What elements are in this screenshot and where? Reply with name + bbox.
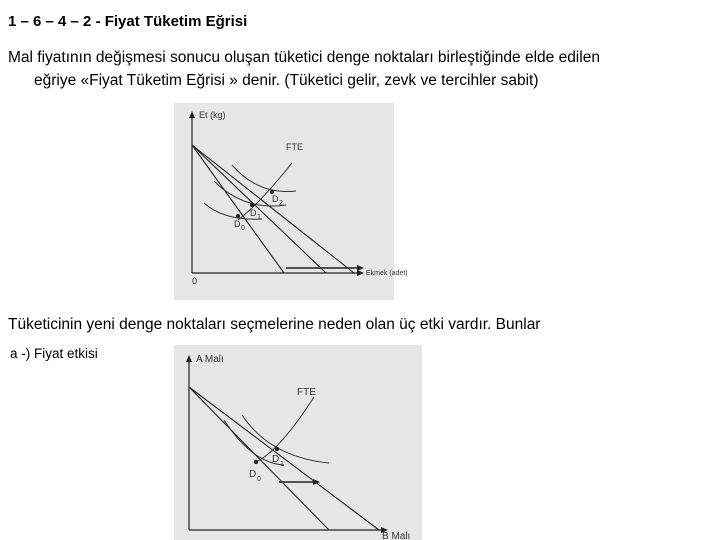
budget-line-0: [192, 145, 284, 273]
budget-line-0: [189, 387, 329, 530]
point-d1-label: D: [250, 208, 257, 218]
point-d0-label: D: [234, 219, 241, 229]
figure-price-effect: [174, 345, 422, 540]
subheading-price-effect: a -) Fiyat etkisi: [10, 346, 98, 361]
effects-intro-line: Tüketicinin yeni denge noktaları seçmelerine neden olan üç etki vardır. Bunlar: [8, 316, 541, 333]
indifference-curve-2: [232, 165, 296, 191]
point-d0: [254, 460, 258, 464]
budget-line-2: [192, 145, 354, 273]
fte-curve: [254, 397, 314, 463]
definition-paragraph: [8, 46, 708, 92]
shift-arrow-icon: [313, 479, 320, 485]
y-axis-arrow-icon: [189, 111, 195, 118]
paragraph-line-1: Mal fiyatının değişmesi sonucu oluşan tüketici denge noktaları birleştiğinde elde edilen: [8, 49, 600, 66]
figure1-svg: [174, 103, 408, 300]
figure-price-consumption-curve: [174, 103, 408, 300]
section-heading: 1 – 6 – 4 – 2 - Fiyat Tüketim Eğrisi: [8, 13, 248, 30]
point-d0-subscript: 0: [241, 225, 245, 232]
fte-label: FTE: [286, 142, 303, 152]
point-d1: [250, 203, 254, 207]
x-axis-arrow-icon: [357, 270, 364, 276]
point-d2-label: D: [272, 194, 279, 204]
fte-label: FTE: [297, 387, 316, 398]
shift-arrow-icon: [357, 265, 364, 271]
point-d1-label: D: [272, 454, 280, 465]
point-d1-subscript: 1: [280, 461, 284, 468]
y-axis-label: Et (kg): [199, 110, 226, 120]
x-axis-label: B Malı: [382, 531, 411, 540]
point-d2-subscript: 2: [279, 200, 283, 207]
point-d0-subscript: 0: [257, 476, 261, 483]
figure2-svg: [174, 345, 422, 540]
point-d0-label: D: [249, 469, 257, 480]
x-axis-label: Ekmek (adet): [366, 270, 408, 277]
paragraph-line-2: eğriye «Fiyat Tüketim Eğrisi » denir. (Tüketici gelir, zevk ve tercihler sabit): [34, 72, 539, 89]
point-d1-subscript: 1: [257, 214, 261, 221]
y-axis-arrow-icon: [186, 355, 192, 362]
origin-label: 0: [192, 276, 198, 286]
point-d1: [275, 447, 279, 451]
budget-line-1: [189, 387, 379, 530]
indifference-curve-1: [242, 415, 329, 463]
y-axis-label: A Malı: [196, 354, 224, 365]
point-d0: [236, 214, 240, 218]
